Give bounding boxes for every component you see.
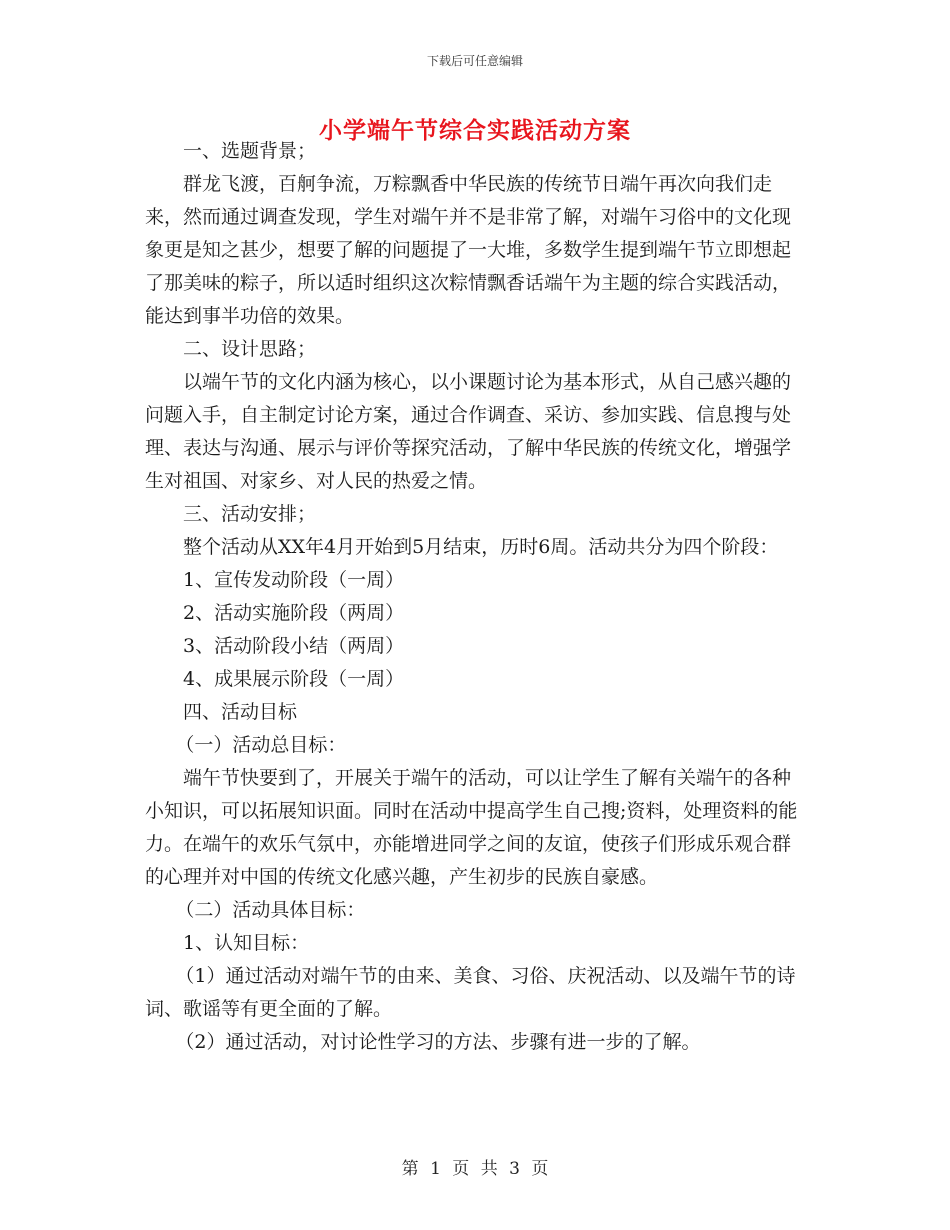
page-footer: 第 1 页 共 3 页 — [401, 1159, 549, 1179]
section-heading-design: 二、设计思路； — [183, 338, 317, 360]
list-item-stage-2: 2、活动实施阶段（两周） — [183, 602, 405, 624]
section-heading-schedule: 三、活动安排； — [183, 503, 317, 525]
list-item-goal-1: （1）通过活动对端午节的由来、美食、习俗、庆祝活动、以及端午节的诗词、歌谣等有更全面的了解。 — [145, 965, 796, 1020]
document-title: 小学端午节综合实践活动方案 — [319, 117, 631, 144]
paragraph-background: 群龙飞渡，百舸争流，万粽飘香中华民族的传统节日端午再次向我们走来，然而通过调查发现，学生对端午并不是非常了解，对端午习俗中的文化现象更是知之甚少，想要了解的问题提了一大堆，多数学生提到端午节立即想起了那美味的粽子，所以适时组织这次粽情飘香话端午为主题的综合实践活动，能达到事半功倍的效果。 — [145, 173, 792, 327]
list-item-stage-1: 1、宣传发动阶段（一周） — [183, 569, 405, 591]
section-heading-goals: 四、活动目标 — [183, 701, 298, 723]
subheading-cognitive-goal: 1、认知目标： — [183, 932, 310, 954]
list-item-stage-3: 3、活动阶段小结（两周） — [183, 635, 405, 657]
section-heading-background: 一、选题背景； — [183, 140, 317, 162]
paragraph-overall-goal: 端午节快要到了，开展关于端午的活动，可以让学生了解有关端午的各种小知识，可以拓展知识面。同时在活动中提高学生自己搜;资料，处理资料的能力。在端午的欢乐气氛中，亦能增进同学之间的友谊，使孩子们形成乐观合群的心理并对中国的传统文化感兴趣，产生初步的民族自豪感。 — [145, 767, 798, 888]
subheading-overall-goal: （一）活动总目标： — [175, 734, 347, 756]
subheading-specific-goals: （二）活动具体目标： — [175, 899, 366, 921]
list-item-stage-4: 4、成果展示阶段（一周） — [183, 668, 405, 690]
header-note: 下载后可任意编辑 — [426, 54, 523, 68]
paragraph-design: 以端午节的文化内涵为核心，以小课题讨论为基本形式，从自己感兴趣的问题入手，自主制定讨论方案，通过合作调查、采访、参加实践、信息搜与处理、表达与沟通、展示与评价等探究活动，了解中华民族的传统文化，增强学生对祖国、对家乡、对人民的热爱之情。 — [145, 371, 792, 492]
document-body — [145, 135, 805, 1059]
list-item-goal-2: （2）通过活动，对讨论性学习的方法、步骤有进一步的了解。 — [175, 1031, 701, 1053]
paragraph-schedule: 整个活动从XX年4月开始到5月结束，历时6周。活动共分为四个阶段： — [183, 536, 779, 558]
